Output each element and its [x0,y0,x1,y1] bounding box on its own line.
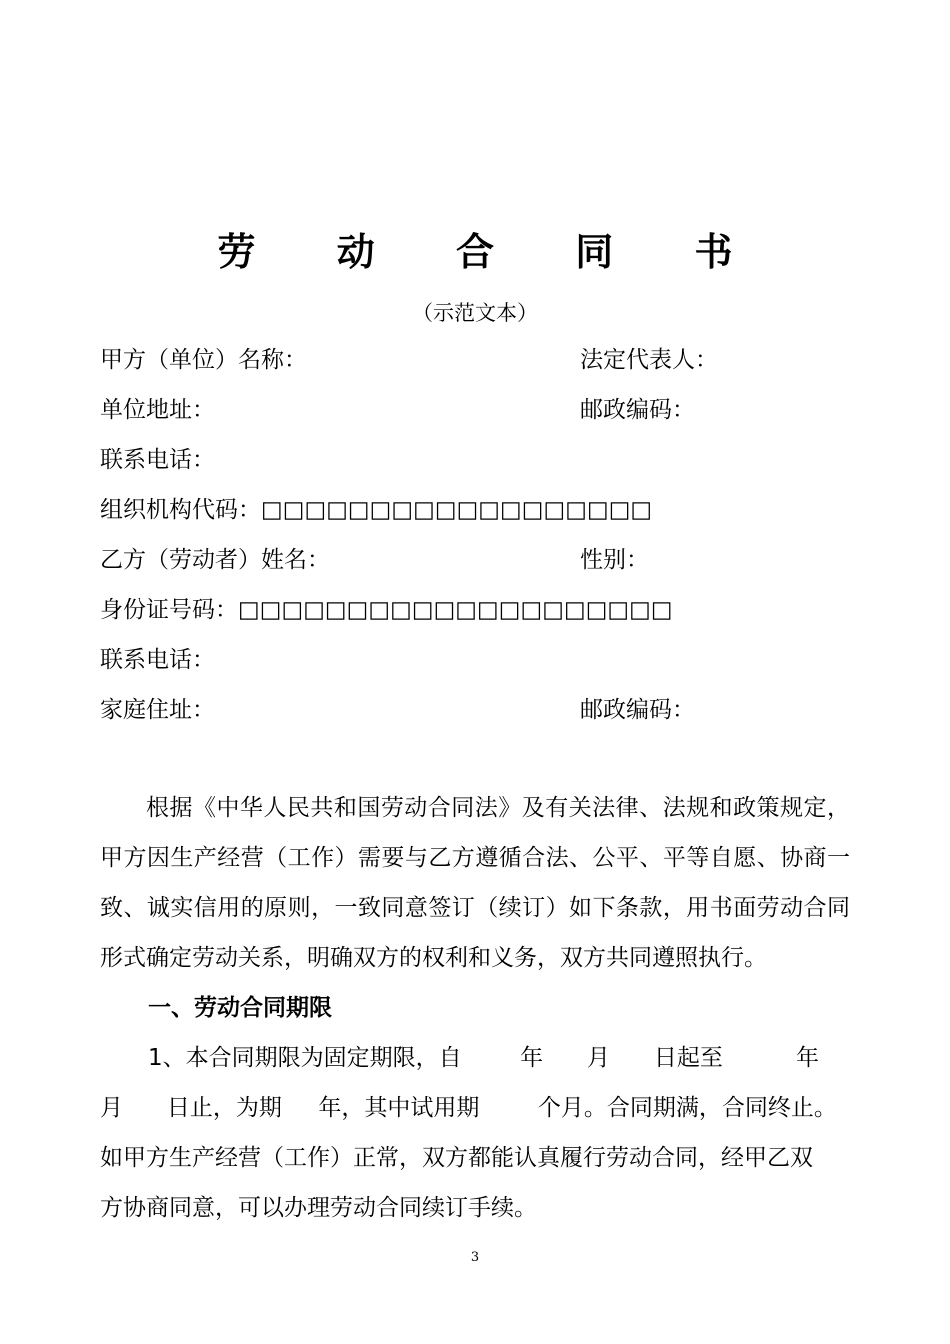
document-title: 劳 动 合 同 书 [217,230,767,274]
clause-1-line-4: 方协商同意，可以办理劳动合同续订手续。 [100,1195,537,1221]
intro-text: 根据《中华人民共和国劳动合同法》及有关法律、法规和政策规定，甲方因生产经营（工作）需要与乙方遵循合法、公平、平等自愿、协商一致、诚实信用的原则，一致同意签订（续订）如下条款，用书面劳动合同形式确定劳动关系，明确双方的权利和义务，双方共同遵照执行。 [100,795,850,971]
phone-a-label: 联系电话： [100,447,215,473]
phone-b-label: 联系电话： [100,647,215,673]
clause-1-line-3: 如甲方生产经营（工作）正常，双方都能认真履行劳动合同，经甲乙双 [100,1145,813,1171]
document-subtitle: （示范文本） [412,301,538,325]
section-1-heading: 一、劳动合同期限 [148,995,332,1021]
legal-representative-label: 法定代表人： [580,347,718,373]
postcode-a-label: 邮政编码： [580,397,695,423]
clause-1-line-2: 月 日止，为期 年，其中试用期 个月。合同期满，合同终止。 [100,1095,837,1121]
org-code-label: 组织机构代码：□□□□□□□□□□□□□□□□□□ [100,497,653,523]
intro-paragraph [100,783,850,983]
party-b-name-label: 乙方（劳动者）姓名： [100,547,330,573]
unit-address-label: 单位地址： [100,397,215,423]
postcode-b-label: 邮政编码： [580,697,695,723]
party-a-name-label: 甲方（单位）名称： [100,347,307,373]
id-number-label: 身份证号码：□□□□□□□□□□□□□□□□□□□□ [100,597,673,623]
clause-1-line-1: 1、本合同期限为固定期限，自 年 月 日起至 年 [148,1045,819,1071]
page-number: 3 [470,1250,480,1265]
home-address-label: 家庭住址： [100,697,215,723]
gender-label: 性别： [580,547,649,573]
